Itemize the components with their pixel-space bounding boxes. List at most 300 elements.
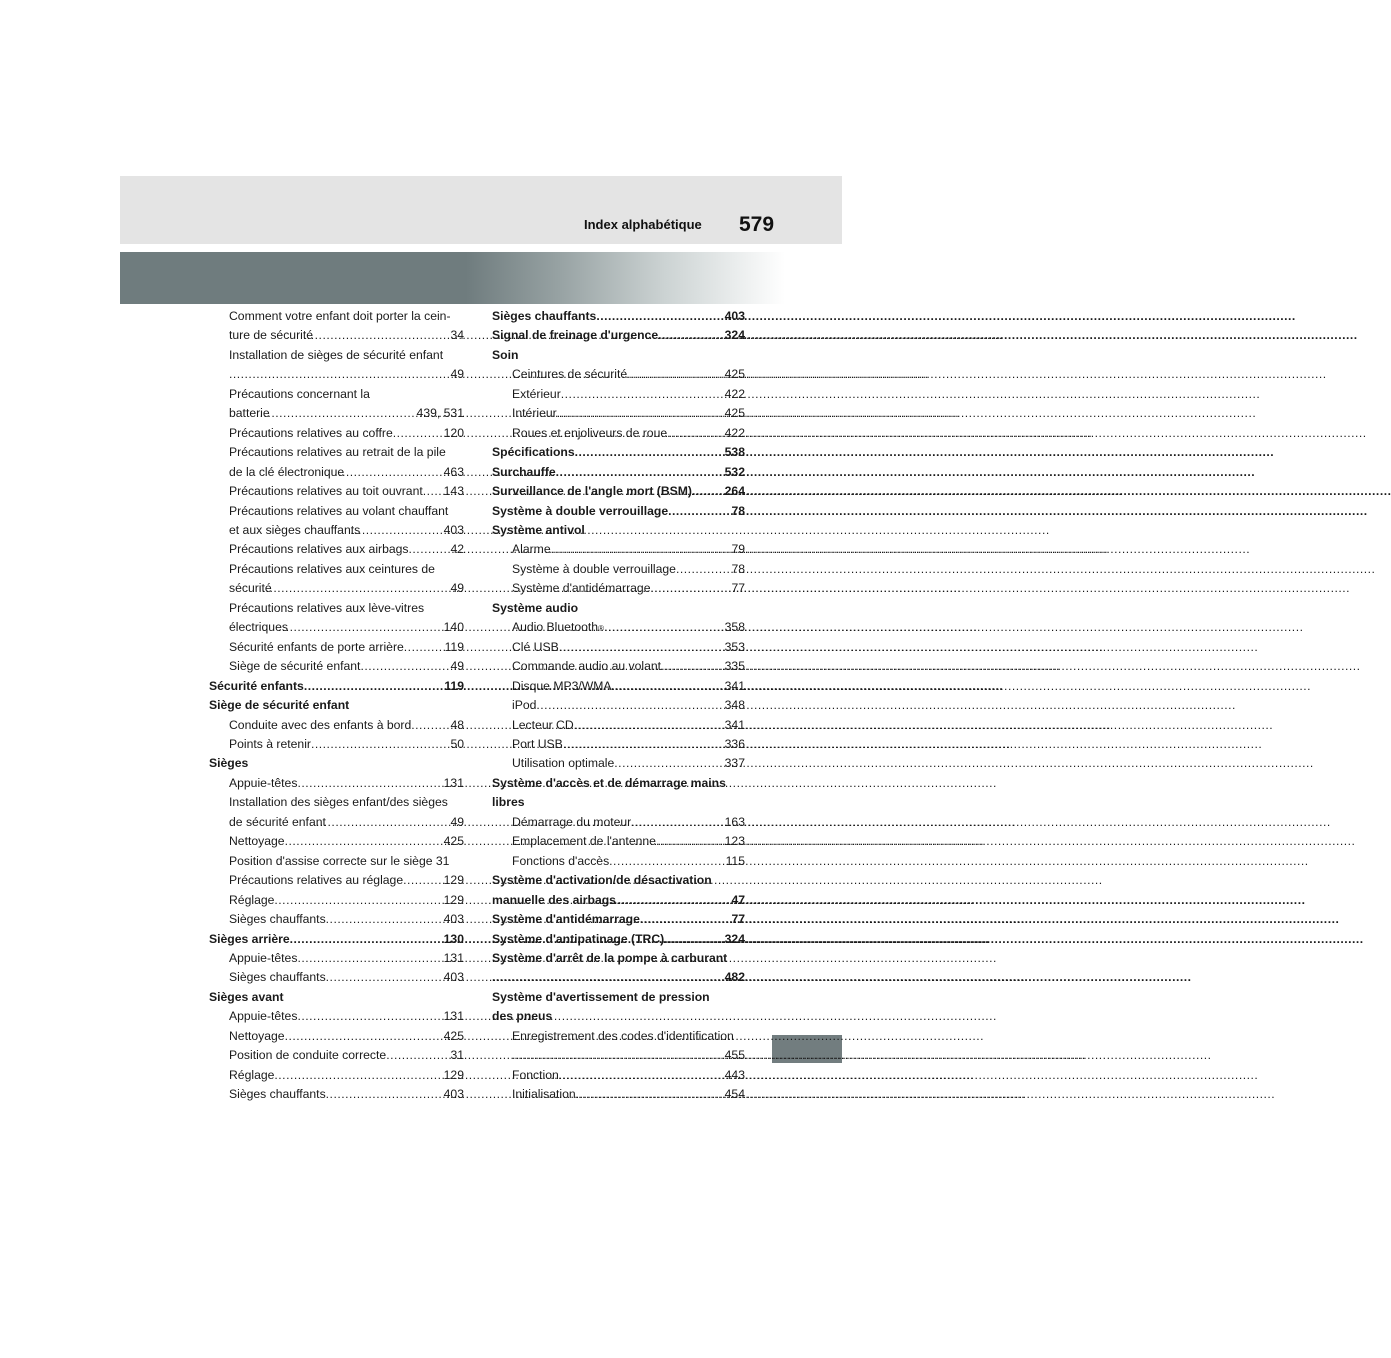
index-entry-line (229, 618, 464, 637)
index-entry-line (229, 579, 464, 598)
index-entry (209, 677, 464, 696)
dot-leader (557, 404, 725, 423)
index-page-ref: 324 (724, 931, 745, 946)
index-entry (492, 365, 745, 384)
dot-leader (559, 1066, 725, 1085)
index-page-ref: 425 (443, 1028, 464, 1043)
index-entry-line (492, 326, 745, 345)
index-entry (492, 463, 745, 482)
dot-leader (575, 443, 725, 462)
index-entry (209, 930, 464, 949)
index-entry (209, 696, 464, 715)
index-entry-line (229, 1046, 464, 1065)
index-entry-label: Précautions relatives au réglage (229, 873, 404, 888)
dot-leader (285, 832, 444, 851)
index-entry-label: Sécurité enfants (209, 678, 304, 693)
index-entry (492, 657, 745, 676)
index-entry-label: Appuie-têtes (229, 775, 298, 790)
index-page-ref: 119 (444, 678, 464, 693)
index-entry-line (229, 949, 464, 968)
index-entry-line (512, 832, 745, 851)
index-entry (492, 852, 745, 871)
index-entry (209, 443, 464, 482)
index-entry (209, 968, 464, 987)
index-entry-line (512, 696, 745, 715)
dot-leader (596, 307, 724, 326)
index-page-ref: 50 (450, 736, 464, 751)
index-entry (492, 1027, 745, 1066)
header-band (120, 176, 842, 244)
index-entry-label: Roues et enjoliveurs de roue (512, 425, 668, 440)
dot-leader (272, 579, 461, 598)
index-page-ref: 443 (724, 1067, 745, 1082)
index-entry-label: et aux sièges chauffants (229, 522, 361, 537)
dot-leader (656, 832, 725, 851)
dot-leader (274, 1066, 443, 1085)
index-entry-label: Nettoyage (229, 1028, 285, 1043)
dot-leader (658, 326, 725, 345)
index-entry-line (522, 1046, 745, 1065)
index-entry-label: Intérieur (512, 406, 557, 421)
dot-leader (288, 618, 454, 637)
index-page-ref: 439, 531 (416, 406, 464, 421)
index-page-ref: 129 (443, 873, 464, 888)
index-page-ref: 463 (443, 464, 464, 479)
index-entry-label: Réglage (229, 1067, 275, 1082)
dot-leader (285, 1027, 444, 1046)
index-entry (492, 482, 745, 501)
index-entry (492, 1066, 745, 1085)
index-entry-text: Système d'activation/de désactivation (492, 873, 712, 888)
index-entry (209, 891, 464, 910)
dot-leader (574, 716, 725, 735)
index-entry-line (502, 968, 745, 987)
index-entry (492, 404, 745, 423)
index-entry-label: Commande audio au volant (512, 659, 662, 674)
dot-leader (612, 677, 725, 696)
index-entry-label: Initialisation (512, 1087, 576, 1102)
index-entry-label: Démarrage du moteur (512, 814, 632, 829)
index-entry (209, 424, 464, 443)
index-page-ref: 47 (731, 892, 745, 907)
index-entry-label: Précautions relatives au coffre (229, 425, 393, 440)
dot-leader (576, 1085, 725, 1104)
index-entry-label: Nettoyage (229, 834, 285, 849)
index-entry-label: batterie (229, 406, 270, 421)
index-entry-label: Système d'antidémarrage (512, 581, 651, 596)
index-entry-text: Système audio (492, 600, 579, 615)
index-entry-label: Conduite avec des enfants à bord (229, 717, 412, 732)
dot-leader (304, 677, 445, 696)
index-page-ref: 163 (724, 814, 745, 829)
index-entry-label: Ceintures de sécurité (512, 367, 628, 382)
index-entry-label: Système à double verrouillage (512, 561, 676, 576)
index-entry-line (512, 735, 745, 754)
dot-leader (651, 579, 732, 598)
index-entry (492, 385, 745, 404)
index-page-ref: 358 (724, 620, 745, 635)
index-entry-label: Surchauffe (492, 464, 556, 479)
index-entry-label: Clé USB (512, 639, 559, 654)
index-entry-line (229, 482, 464, 501)
dot-leader (551, 540, 732, 559)
index-entry-text: Précautions relatives aux lève-vitres (229, 600, 425, 615)
index-page-ref: 422 (724, 425, 745, 440)
index-entry (492, 424, 745, 443)
index-entry (492, 502, 745, 521)
index-entry (492, 735, 745, 754)
index-page-ref: 77 (731, 912, 745, 927)
index-entry-line (512, 852, 745, 871)
index-entry-label: Disque MP3/WMA (512, 678, 612, 693)
index-entry-line (492, 910, 745, 929)
index-entry (492, 443, 745, 462)
index-entry-line (512, 385, 745, 404)
index-entry-label: Fonction (512, 1067, 559, 1082)
index-entry-line (229, 1066, 464, 1085)
dot-leader (556, 463, 725, 482)
index-entry-line (229, 910, 464, 929)
index-entry-label: Sièges arrière (209, 931, 290, 946)
index-page-ref: 49 (450, 367, 464, 382)
index-page-ref: 78 (731, 503, 745, 518)
section-title: Index alphabétique (584, 217, 702, 232)
index-entry-line (229, 832, 464, 851)
index-entry-label: Alarme (512, 542, 551, 557)
index-entry-text: Système d'arrêt de la pompe à carburant (492, 950, 728, 965)
dot-leader (604, 618, 725, 637)
dot-leader (360, 657, 450, 676)
index-page-ref: 77 (731, 581, 745, 596)
dot-leader (386, 1046, 450, 1065)
index-entry (209, 346, 464, 385)
dot-leader (409, 540, 451, 559)
dot-leader (326, 910, 444, 929)
dot-leader (290, 930, 444, 949)
index-page-ref: 49 (450, 659, 464, 674)
index-entry-line (492, 443, 745, 462)
index-entry (209, 307, 464, 346)
index-entry (209, 735, 464, 754)
index-entry-text: libres (492, 795, 525, 810)
dot-leader (522, 1046, 735, 1065)
index-entry-label: iPod (512, 698, 537, 713)
index-page-ref: 336 (724, 736, 745, 751)
index-entry-label: Points à retenir (229, 736, 311, 751)
index-entry-line (512, 754, 745, 773)
index-entry (492, 638, 745, 657)
index-entry-label: de sécurité enfant (229, 814, 326, 829)
index-page-ref: 49 (450, 814, 464, 829)
index-entry-line (512, 404, 745, 423)
index-entry (209, 1085, 464, 1104)
index-entry-label: Spécifications (492, 445, 575, 460)
index-entry (492, 560, 745, 579)
index-entry-line (229, 1085, 464, 1104)
index-page-ref: 422 (724, 386, 745, 401)
index-page-ref: 403 (443, 1087, 464, 1102)
index-entry (492, 754, 745, 773)
index-entry (209, 852, 464, 871)
dot-leader (403, 871, 444, 890)
index-entry (209, 502, 464, 541)
index-entry-line (512, 813, 745, 832)
index-entry (492, 774, 745, 813)
index-entry-line (512, 579, 745, 598)
index-entry (492, 307, 745, 326)
index-entry-label: Lecteur CD (512, 717, 574, 732)
dot-leader (326, 813, 461, 832)
index-entry (209, 385, 464, 424)
index-entry-label: sécurité (229, 581, 272, 596)
index-entry-label: Système à double verrouillage (492, 503, 669, 518)
dot-leader (297, 774, 443, 793)
page-number: 579 (739, 213, 775, 236)
index-entry-line (512, 560, 745, 579)
index-entry-label: Appuie-têtes (229, 1009, 298, 1024)
index-entry-label: Réglage (229, 892, 275, 907)
dot-leader (239, 365, 460, 384)
index-entry-text: Précautions relatives au retrait de la pile (229, 445, 446, 460)
index-entry-text: Précautions concernant la (229, 386, 370, 401)
index-entry (492, 326, 745, 345)
index-entry-label: de la clé électronique (229, 464, 345, 479)
index-entry-line (229, 424, 464, 443)
index-entry-label: Sièges chauffants (229, 912, 326, 927)
index-page-ref: 131 (443, 775, 464, 790)
index-entry (209, 716, 464, 735)
index-entry-line (512, 365, 745, 384)
dot-leader (640, 910, 732, 929)
dot-leader (676, 560, 731, 579)
index-entry (492, 949, 745, 988)
index-column-left (209, 307, 464, 1105)
dot-leader (423, 482, 444, 501)
dot-leader (616, 891, 741, 910)
index-entry-line (229, 871, 464, 890)
index-entry-text: Installation de sièges de sécurité enfant (229, 347, 444, 362)
dot-leader (668, 502, 731, 521)
index-entry (209, 871, 464, 890)
index-entry-line (512, 677, 745, 696)
index-entry-label: Siège de sécurité enfant (229, 659, 361, 674)
index-page-ref: 78 (731, 561, 745, 576)
index-entry-line (512, 657, 745, 676)
index-entry-line (512, 1085, 745, 1104)
index-entry-line (492, 482, 745, 501)
dot-leader (661, 657, 725, 676)
index-page-ref: 482 (724, 970, 745, 985)
index-entry (209, 1046, 464, 1065)
index-entry (492, 716, 745, 735)
index-entry (209, 1027, 464, 1046)
index-entry-label: Port USB (512, 736, 563, 751)
index-page-ref: 129 (443, 892, 464, 907)
index-entry-label: Précautions relatives aux airbags (229, 542, 409, 557)
index-entry-label: Fonctions d'accès (512, 853, 610, 868)
index-entry-label: Sécurité enfants de porte arrière (229, 639, 404, 654)
index-entry (209, 657, 464, 676)
index-entry-line (229, 521, 464, 540)
index-entry (492, 813, 745, 832)
index-entry (209, 793, 464, 832)
dot-leader (270, 404, 427, 423)
index-page-ref: 454 (724, 1087, 745, 1102)
index-page-ref: 324 (724, 328, 745, 343)
dot-leader (667, 424, 725, 443)
index-entry (209, 754, 464, 773)
dot-leader (559, 638, 725, 657)
index-entry-line (512, 1066, 745, 1085)
index-page-ref: 455 (724, 1048, 745, 1063)
index-entry-text: des pneus (492, 1009, 553, 1024)
index-page-ref: 130 (443, 931, 464, 946)
index-entry-line (229, 540, 464, 559)
index-entry (492, 832, 745, 851)
index-entry-line (229, 463, 464, 482)
index-page-ref: 119 (444, 639, 464, 654)
index-entry-text: Position d'assise correcte sur le siège 31 (229, 853, 450, 868)
index-entry-line (229, 891, 464, 910)
index-entry-label: électriques (229, 620, 288, 635)
index-page-ref: 538 (724, 445, 745, 460)
dot-leader (502, 968, 735, 987)
index-page-ref: 337 (724, 756, 745, 771)
index-entry (492, 346, 745, 365)
index-entry (492, 910, 745, 929)
index-column-right (492, 307, 745, 1105)
index-page-ref: 120 (443, 425, 464, 440)
index-page-ref: 140 (443, 620, 464, 635)
index-entry-label: Audio Bluetooth (512, 620, 599, 635)
index-page-ref: 34 (450, 328, 464, 343)
index-entry-text: Précautions relatives aux ceintures de (229, 561, 435, 576)
index-entry (492, 599, 745, 618)
index-entry (209, 832, 464, 851)
index-page-ref: 48 (450, 717, 464, 732)
dot-leader (404, 638, 445, 657)
index-entry-line (209, 677, 464, 696)
index-entry (492, 930, 745, 949)
dot-leader (561, 385, 725, 404)
index-entry (209, 910, 464, 929)
index-entry-text: Sièges (209, 756, 249, 771)
index-entry (209, 1007, 464, 1026)
index-entry-label: Emplacement de l'antenne (512, 834, 656, 849)
dot-leader (692, 482, 725, 501)
index-page-ref: 403 (443, 970, 464, 985)
index-entry-line (512, 638, 745, 657)
index-entry-line (229, 657, 464, 676)
index-entry-line: Audio Bluetooth ® ..... 358 (512, 618, 745, 637)
index-page-ref: 532 (724, 464, 745, 479)
index-entry (492, 871, 745, 910)
index-entry-line (492, 502, 745, 521)
index-page-ref: 353 (724, 639, 745, 654)
index-entry-line (209, 930, 464, 949)
index-entry-label: ture de sécurité (229, 328, 314, 343)
index-entry-label: Sièges chauffants (492, 309, 597, 323)
index-entry-line (512, 540, 745, 559)
dot-leader (326, 968, 444, 987)
index-page-ref: 425 (724, 367, 745, 382)
index-entry (492, 1085, 745, 1104)
index-entry-line (492, 463, 745, 482)
index-entry-text: Système d'accès et de démarrage mains (492, 775, 726, 790)
index-entry (209, 599, 464, 638)
index-page-ref: 403 (724, 309, 745, 323)
index-entry-label: Signal de freinage d'urgence (492, 328, 659, 343)
index-entry-line (512, 716, 745, 735)
index-entry-line (229, 968, 464, 987)
dot-leader (326, 1085, 444, 1104)
index-entry (492, 521, 745, 540)
index-entry-line (492, 891, 745, 910)
index-entry-line (229, 326, 464, 345)
index-entry (492, 618, 745, 637)
index-entry-label: Utilisation optimale (512, 756, 615, 771)
index-entry (209, 1066, 464, 1085)
dot-leader (274, 891, 443, 910)
dot-leader (297, 949, 443, 968)
index-page-ref: 425 (443, 834, 464, 849)
index-page-ref: 131 (443, 1009, 464, 1024)
index-page-ref: 348 (724, 698, 745, 713)
index-entry-line (229, 716, 464, 735)
index-entry-text: Précautions relatives au volant chauffant (229, 503, 449, 518)
dot-leader (664, 930, 724, 949)
index-entry-line (229, 774, 464, 793)
dot-leader (297, 1007, 443, 1026)
index-entry (209, 560, 464, 599)
index-entry-line (512, 424, 745, 443)
index-entry-line (229, 638, 464, 657)
index-entry (209, 540, 464, 559)
index-page-ref: 123 (724, 834, 745, 849)
dot-leader (536, 696, 724, 715)
index-entry-label: Système d'antidémarrage (492, 912, 640, 927)
index-page-ref: 79 (731, 542, 745, 557)
index-entry (492, 696, 745, 715)
index-entry-line (239, 365, 464, 384)
index-entry (492, 677, 745, 696)
index-entry (209, 988, 464, 1007)
index-entry (209, 638, 464, 657)
index-entry-text: Siège de sécurité enfant (209, 698, 350, 713)
index-entry-text: Système d'avertissement de pression (492, 989, 710, 1004)
index-page-ref: 425 (724, 406, 745, 421)
index-entry-line (229, 813, 464, 832)
dot-leader (311, 735, 450, 754)
dot-leader (627, 365, 724, 384)
header-gradient-bar (120, 252, 785, 304)
index-entry-label: Précautions relatives au toit ouvrant (229, 484, 423, 499)
dot-leader (360, 521, 453, 540)
index-entry (209, 482, 464, 501)
index-page-ref: 131 (443, 950, 464, 965)
index-page-ref: 42 (450, 542, 464, 557)
index-page-ref: 403 (443, 522, 464, 537)
index-entry (492, 540, 745, 559)
index-entry-label: Appuie-têtes (229, 950, 298, 965)
dot-leader (563, 735, 725, 754)
index-entry-text: Enregistrement des codes d'identification (512, 1028, 734, 1043)
index-entry-line (229, 735, 464, 754)
index-page-ref: 115 (725, 853, 745, 868)
index-entry-label: Position de conduite correcte (229, 1048, 387, 1063)
dot-leader (631, 813, 724, 832)
index-page-ref: 143 (443, 484, 464, 499)
